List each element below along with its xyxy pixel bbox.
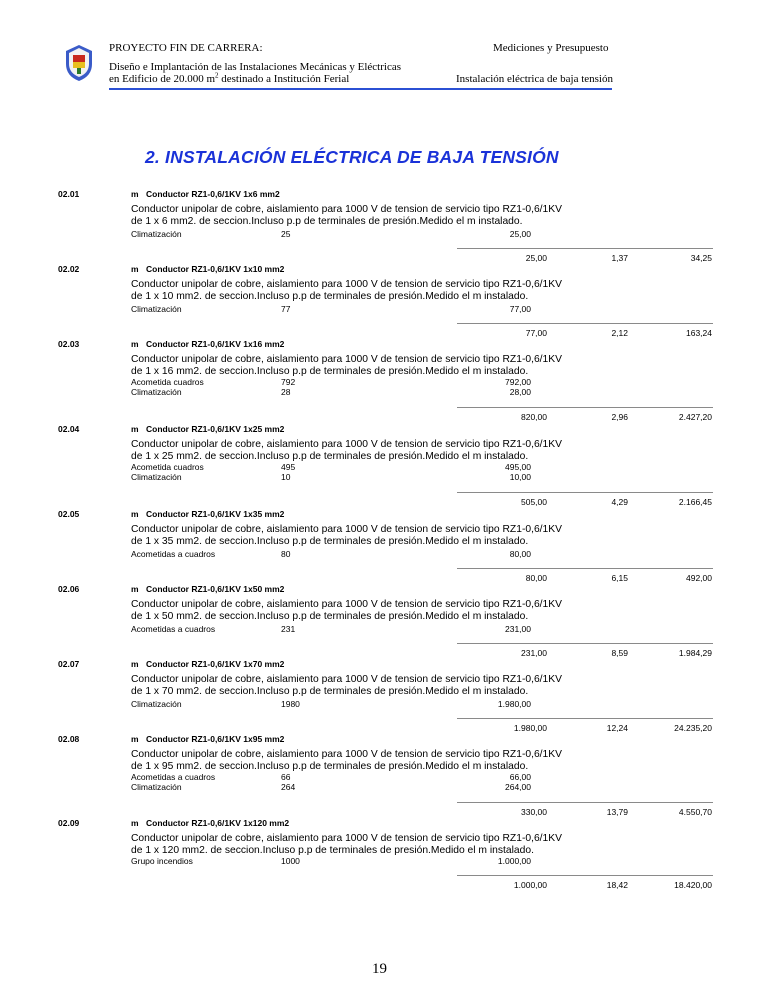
item-unit: m — [131, 659, 139, 669]
subtotal-rule — [457, 248, 713, 249]
measurement-partial: 231,00 — [505, 624, 531, 634]
item-price: 2,96 — [611, 412, 628, 422]
measurement-qty: 80 — [281, 549, 291, 559]
measurement-qty: 28 — [281, 387, 291, 397]
item-code: 02.08 — [58, 734, 80, 744]
item-name: Conductor RZ1-0,6/1KV 1x10 mm2 — [146, 264, 285, 274]
item-amount: 492,00 — [686, 573, 712, 583]
budget-item — [0, 424, 768, 507]
header-subtitle-line1: Diseño e Implantación de las Instalaciones Mecánicas y Eléctricas — [109, 61, 401, 73]
item-name: Conductor RZ1-0,6/1KV 1x120 mm2 — [146, 818, 290, 828]
item-amount: 18.420,00 — [674, 880, 712, 890]
item-description: Conductor unipolar de cobre, aislamiento para 1000 V de tension de servicio tipo RZ1-0,6/1KV de 1 x 10 mm2. de seccion.Incluso p.p de terminales de presión.Medido el m instalado. — [131, 279, 563, 302]
measurement-row — [131, 624, 531, 635]
item-amount: 163,24 — [686, 328, 712, 338]
item-code: 02.04 — [58, 424, 80, 434]
item-price: 4,29 — [611, 497, 628, 507]
item-amount: 4.550,70 — [678, 807, 712, 817]
item-description: Conductor unipolar de cobre, aislamiento para 1000 V de tension de servicio tipo RZ1-0,6/1KV de 1 x 16 mm2. de seccion.Incluso p.p de terminales de presión.Medido el m instalado. — [131, 354, 563, 377]
measurement-qty: 792 — [281, 377, 296, 387]
measurement-label: Acometidas a cuadros — [131, 549, 216, 559]
item-name: Conductor RZ1-0,6/1KV 1x95 mm2 — [146, 734, 285, 744]
measurement-qty: 495 — [281, 462, 296, 472]
item-name: Conductor RZ1-0,6/1KV 1x16 mm2 — [146, 339, 285, 349]
budget-item — [0, 339, 768, 422]
measurement-row — [131, 387, 531, 398]
measurement-row — [131, 782, 531, 793]
page-number: 19 — [372, 961, 387, 977]
budget-item — [0, 509, 768, 589]
measurement-partial: 264,00 — [505, 782, 531, 792]
measurement-partial: 77,00 — [509, 304, 531, 314]
measurement-row — [131, 229, 531, 240]
item-code: 02.06 — [58, 584, 80, 594]
budget-item — [0, 818, 768, 898]
item-name: Conductor RZ1-0,6/1KV 1x25 mm2 — [146, 424, 285, 434]
item-price: 2,12 — [611, 328, 628, 338]
item-price: 8,59 — [611, 648, 628, 658]
subtotal-rule — [457, 568, 713, 569]
item-description: Conductor unipolar de cobre, aislamiento para 1000 V de tension de servicio tipo RZ1-0,6/1KV de 1 x 25 mm2. de seccion.Incluso p.p de terminales de presión.Medido el m instalado. — [131, 439, 563, 462]
measurement-partial: 80,00 — [509, 549, 531, 559]
item-description: Conductor unipolar de cobre, aislamiento para 1000 V de tension de servicio tipo RZ1-0,6/1KV de 1 x 70 mm2. de seccion.Incluso p.p de terminales de presión.Medido el m instalado. — [131, 674, 563, 697]
item-amount: 24.235,20 — [674, 723, 712, 733]
budget-item — [0, 584, 768, 664]
measurement-label: Climatización — [131, 472, 182, 482]
budget-item — [0, 264, 768, 344]
university-crest-logo — [64, 44, 94, 82]
measurement-qty: 1000 — [281, 856, 300, 866]
measurement-partial: 25,00 — [509, 229, 531, 239]
budget-item — [0, 734, 768, 817]
measurement-partial: 66,00 — [509, 772, 531, 782]
item-total-qty: 330,00 — [521, 807, 547, 817]
item-total-qty: 505,00 — [521, 497, 547, 507]
measurement-partial: 792,00 — [505, 377, 531, 387]
item-unit: m — [131, 339, 139, 349]
measurement-label: Climatización — [131, 782, 182, 792]
measurement-partial: 1.000,00 — [497, 856, 531, 866]
item-unit: m — [131, 189, 139, 199]
measurement-qty: 25 — [281, 229, 291, 239]
item-price: 18,42 — [606, 880, 628, 890]
item-price: 6,15 — [611, 573, 628, 583]
measurement-qty: 1980 — [281, 699, 300, 709]
subtotal-rule — [457, 802, 713, 803]
measurement-label: Acometidas a cuadros — [131, 624, 216, 634]
measurement-partial: 495,00 — [505, 462, 531, 472]
item-total-qty: 231,00 — [521, 648, 547, 658]
item-total-qty: 25,00 — [525, 253, 547, 263]
subtotal-rule — [457, 407, 713, 408]
measurement-label: Acometida cuadros — [131, 377, 204, 387]
subtotal-rule — [457, 643, 713, 644]
budget-item — [0, 659, 768, 739]
item-description: Conductor unipolar de cobre, aislamiento para 1000 V de tension de servicio tipo RZ1-0,6/1KV de 1 x 35 mm2. de seccion.Incluso p.p de terminales de presión.Medido el m instalado. — [131, 524, 563, 547]
measurement-label: Acometida cuadros — [131, 462, 204, 472]
measurement-partial: 28,00 — [509, 387, 531, 397]
item-total-qty: 1.000,00 — [513, 880, 547, 890]
header-subtitle-line2: en Edificio de 20.000 $m^2$ destinado a Institución Ferial — [109, 71, 350, 85]
measurement-row — [131, 699, 531, 710]
measurement-qty: 10 — [281, 472, 291, 482]
item-total-qty: 1.980,00 — [513, 723, 547, 733]
subtotal-rule — [457, 323, 713, 324]
item-price: 1,37 — [611, 253, 628, 263]
item-description: Conductor unipolar de cobre, aislamiento para 1000 V de tension de servicio tipo RZ1-0,6/1KV de 1 x 6 mm2. de seccion.Incluso p.p de terminales de presión.Medido el m instalado. — [131, 204, 563, 227]
measurement-label: Climatización — [131, 229, 182, 239]
item-code: 02.09 — [58, 818, 80, 828]
measurement-qty: 264 — [281, 782, 296, 792]
item-code: 02.02 — [58, 264, 80, 274]
item-description: Conductor unipolar de cobre, aislamiento para 1000 V de tension de servicio tipo RZ1-0,6/1KV de 1 x 95 mm2. de seccion.Incluso p.p de terminales de presión.Medido el m instalado. — [131, 749, 563, 772]
item-name: Conductor RZ1-0,6/1KV 1x70 mm2 — [146, 659, 285, 669]
item-total-qty: 820,00 — [521, 412, 547, 422]
measurement-qty: 231 — [281, 624, 296, 634]
item-code: 02.05 — [58, 509, 80, 519]
item-name: Conductor RZ1-0,6/1KV 1x35 mm2 — [146, 509, 285, 519]
measurement-row — [131, 472, 531, 483]
subtotal-rule — [457, 875, 713, 876]
item-amount: 34,25 — [690, 253, 712, 263]
measurement-qty: 66 — [281, 772, 291, 782]
measurement-label: Climatización — [131, 699, 182, 709]
item-code: 02.07 — [58, 659, 80, 669]
subtotal-rule — [457, 718, 713, 719]
header-chapter: Instalación eléctrica de baja tensión — [456, 73, 613, 85]
item-unit: m — [131, 424, 139, 434]
item-name: Conductor RZ1-0,6/1KV 1x6 mm2 — [146, 189, 280, 199]
header-project: PROYECTO FIN DE CARRERA: — [109, 42, 263, 54]
item-description: Conductor unipolar de cobre, aislamiento para 1000 V de tension de servicio tipo RZ1-0,6/1KV de 1 x 50 mm2. de seccion.Incluso p.p de terminales de presión.Medido el m instalado. — [131, 599, 563, 622]
item-amount: 1.984,29 — [678, 648, 712, 658]
item-unit: m — [131, 584, 139, 594]
measurement-partial: 1.980,00 — [497, 699, 531, 709]
item-total-qty: 77,00 — [525, 328, 547, 338]
measurement-partial: 10,00 — [509, 472, 531, 482]
item-unit: m — [131, 264, 139, 274]
item-amount: 2.427,20 — [678, 412, 712, 422]
item-amount: 2.166,45 — [678, 497, 712, 507]
measurement-row — [131, 549, 531, 560]
header-rule — [109, 88, 612, 90]
item-description: Conductor unipolar de cobre, aislamiento para 1000 V de tension de servicio tipo RZ1-0,6/1KV de 1 x 120 mm2. de seccion.Incluso p.p de terminales de presión.Medido el m instalado. — [131, 833, 563, 856]
item-code: 02.01 — [58, 189, 80, 199]
budget-item — [0, 189, 768, 269]
header-section: Mediciones y Presupuesto — [493, 42, 609, 54]
item-total-qty: 80,00 — [525, 573, 547, 583]
measurement-label: Climatización — [131, 387, 182, 397]
measurement-label: Grupo incendios — [131, 856, 193, 866]
measurement-qty: 77 — [281, 304, 291, 314]
item-price: 12,24 — [606, 723, 628, 733]
item-unit: m — [131, 818, 139, 828]
item-name: Conductor RZ1-0,6/1KV 1x50 mm2 — [146, 584, 285, 594]
item-unit: m — [131, 509, 139, 519]
measurement-row — [131, 856, 531, 867]
subtotal-rule — [457, 492, 713, 493]
measurement-row — [131, 304, 531, 315]
chapter-title: 2. INSTALACIÓN ELÉCTRICA DE BAJA TENSIÓN — [145, 147, 559, 167]
item-price: 13,79 — [606, 807, 628, 817]
measurement-label: Acometidas a cuadros — [131, 772, 216, 782]
item-unit: m — [131, 734, 139, 744]
item-code: 02.03 — [58, 339, 80, 349]
measurement-label: Climatización — [131, 304, 182, 314]
